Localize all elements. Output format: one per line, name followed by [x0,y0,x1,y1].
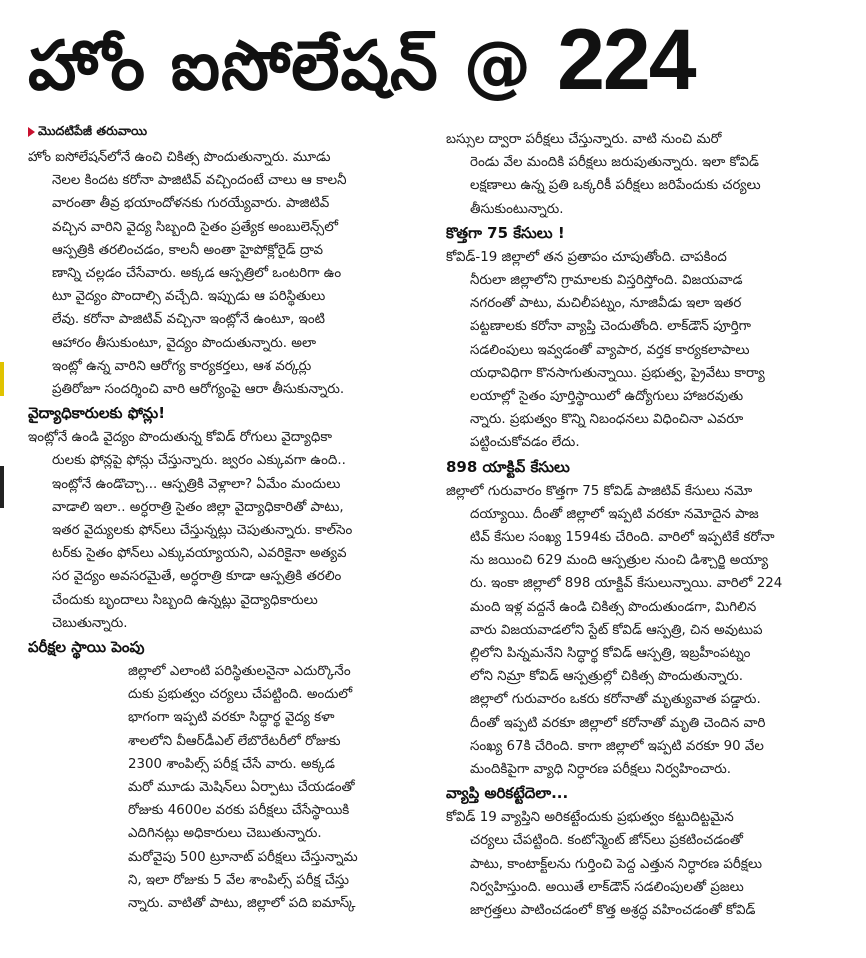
paragraph-bus-testing [446,128,866,221]
text-line: సడలింపులు ఇవ్వడంతో వ్యాపార, వర్తక కార్యకలాపాలు [470,342,750,358]
column-right [446,128,866,958]
text-line: నీరులా జిల్లాలోని గ్రామాలకు విస్తరిస్తోంది. విజయవాడ [470,273,743,289]
text-line: దయ్యాయి. దీంతో జిల్లాలో ఇప్పటి వరకూ నమోదైన పాజ [470,506,759,522]
text-line: తీసుకుంటున్నారు. [470,201,564,217]
text-line: జిల్లాలో గురువారం ఒకరు కరోనాతో మృత్యువాత పడ్డారు. [470,692,761,708]
text-line: రోజుకు 4600ల వరకు పరీక్షలు చేసేస్థాయికి [128,803,350,819]
subheading-active-cases: 898 యాక్టివ్ కేసులు [446,457,570,476]
text-line: జిల్లాలో గురువారం కొత్తగా 75 కోవిడ్ పాజిటివ్ కేసులు నమో [446,483,753,499]
text-line: పట్టణాలకు కరోనా వ్యాప్తి చెందుతోంది. లాక్‌డౌన్ పూర్తిగా [470,319,751,335]
text-line: మందికిపైగా వ్యాధి నిర్ధారణ పరీక్షలు నిర్వహించారు. [470,762,731,778]
text-line: కోవిడ్ 19 వ్యాప్తిని అరికట్టేందుకు ప్రభుత్వం కట్టుదిట్టమైన [446,810,734,826]
paragraph-phone-calls [28,426,448,635]
subheading-new-cases: కొత్తగా 75 కేసులు ! [446,223,565,242]
text-line: పాటు, కాంటాక్ట్‌లను గుర్తించి పెద్ద ఎత్తున నిర్ధారణ పరీక్షలు [470,856,762,872]
text-line: హోం ఐసోలేషన్‌లోనే ఉంచి చికిత్స పొందుతున్నారు. మూడు [28,150,331,165]
text-line: ఇంట్లో ఉన్న వారిని ఆరోగ్య కార్యకర్తలు, ఆశ వర్కర్లు [52,358,312,374]
paragraph-active-cases [446,480,866,782]
text-line: చెబుతున్నారు. [52,615,128,631]
text-line: లక్షణాలు ఉన్న ప్రతి ఒక్కరికీ పరీక్షలు జరిపేందుకు చర్యలు [470,178,761,194]
subheading-testing-capacity: పరీక్షల స్థాయి పెంపు [28,638,145,657]
text-line: లేవు. కరోనా పాజిటివ్ వచ్చినా ఇంట్లోనే ఉంటూ, ఇంటి [52,312,325,328]
text-line: జిల్లాలో ఎలాంటి పరిస్థితులనైనా ఎదుర్కొనేం [128,664,351,680]
text-line: సర వైద్యం అవసరమైతే, అర్ధరాత్రి కూడా ఆస్పత్రికి తరలిం [52,569,342,585]
text-line: జాగ్రత్తలు పాటించడంలో కొత్త అశ్రద్ధ వహించడంతో కోవిడ్ [470,903,756,919]
subheading-prevention: వ్యాప్తి అరికట్టేదెలా... [446,784,569,803]
continued-from-front-page: మొదటిపేజీ తరువాయి [28,120,448,146]
headline [28,10,848,110]
paragraph-new-cases [446,246,866,455]
headline-number: 224 [557,12,695,108]
text-line: లయాల్లో సైతం పూర్తిస్థాయిలో ఉద్యోగులు హాజరవుతు [470,389,744,405]
text-line: మరో మూడు మెషిన్‌లు ఏర్పాటు చేయడంతో [128,780,355,796]
text-line: దుకు ప్రభుత్వం చర్యలు చేపట్టింది. అందులో [128,687,353,703]
text-line: దీంతో ఇప్పటి వరకూ జిల్లాలో కరోనాతో మృతి చెందిన వారి [470,715,766,731]
text-line: కోవిడ్-19 జిల్లాలో తన ప్రతాపం చూపుతోంది. చాపకింద [446,249,727,265]
text-line: ప్రతిరోజూ సందర్శించి వారి ఆరోగ్యంపై ఆరా తీసుకున్నారు. [52,382,345,398]
text-line: లోని నిమ్రా కోవిడ్ ఆస్పత్రుల్లో చికిత్స పొందుతున్నారు. [470,669,744,685]
text-line: ఇతర వైద్యులకు ఫోన్‌లు చేస్తున్నట్లు చెపుతున్నారు. కాల్‌సెం [52,523,353,539]
text-line: బస్సుల ద్వారా పరీక్షలు చేస్తున్నారు. వాటి నుంచి మరో [446,132,722,147]
paragraph-prevention [446,806,866,922]
paragraph-intro [28,146,448,401]
text-line: ఆస్పత్రికి తరలించడం, కాలనీ అంతా హైపోక్లోరైడ్ ద్రావ [52,242,324,258]
text-line: న్నారు. ప్రభుత్వం కొన్ని నిబంధనలు విధించినా ఎవరూ [470,412,744,428]
text-line: ఇంట్లోనే ఉండి వైద్యం పొందుతున్న కోవిడ్ రోగులు వైద్యాధికా [28,430,332,446]
text-line: రులకు ఫోన్లపై ఫోన్లు చేస్తున్నారు. జ్వరం ఎక్కువగా ఉంది.. [52,453,346,469]
text-line: ఇంట్లోనే ఉండొచ్చా... ఆస్పత్రికి వెళ్లాలా? ఏమేం మందులు [52,476,341,492]
text-line: ణాన్ని చల్లడం చేసేవారు. అక్కడ ఆస్పత్రిలో ఒంటరిగా ఉం [52,266,342,282]
text-line: రెండు వేల మందికి పరీక్షలు జరుపుతున్నారు. ఇలా కోవిడ్ [470,155,759,171]
text-line: నిర్వహిస్తుంది. అయితే లాక్‌డౌన్ సడలింపులతో ప్రజలు [470,879,744,895]
text-line: భాగంగా ఇప్పటి వరకూ సిద్ధార్థ వైద్య కళా [128,710,335,726]
text-line: నెలల కిందట కరోనా పాజిటివ్ వచ్చిందంటే చాలు ఆ కాలనీ [52,173,347,189]
text-line: వారంతా తీవ్ర భయాందోళనకు గురయ్యేవారు. పాజిటివ్ [52,196,330,212]
text-line: శాలలోని వీఆర్‌డీఎల్ లేబొరేటరీలో రోజుకు [128,733,341,749]
paragraph-testing-capacity [28,660,448,915]
text-line: యధావిధిగా కొనసాగుతున్నాయి. ప్రభుత్వ, ప్రైవేటు కార్యా [470,365,765,381]
text-line: టూ వైద్యం పొందాల్సి వచ్చేది. ఇప్పుడు ఆ పరిస్థితులు [52,289,326,305]
text-line: పట్టించుకోవడం లేదు. [470,435,580,451]
dark-edge-mark [0,466,4,508]
text-line: ని, ఇలా రోజుకు 5 వేల శాంపిల్స్ పరీక్ష చేస్తు [128,872,349,888]
text-line: చేందుకు బృందాలు సిబ్బంది ఉన్నట్లు వైద్యాధికారులు [52,592,318,608]
yellow-edge-mark [0,362,4,396]
text-line: టర్‌కు సైతం ఫోన్‌లు ఎక్కువయ్యాయని, ఎవరికైనా అత్యవ [52,546,347,562]
text-line: వాడాలి ఇలా.. అర్ధరాత్రి సైతం జిల్లా వైద్యాధికారితో పాటు, [52,499,344,515]
text-line: రు. ఇంకా జిల్లాలో 898 యాక్టివ్ కేసులున్నాయి. వారిలో 224 [470,576,783,592]
text-line: ను జయించి 629 మంది ఆస్పత్రుల నుంచి డిశ్చార్జి అయ్యా [470,553,769,569]
text-line: నగరంతో పాటు, మచిలీపట్నం, నూజివీడు ఇలా ఇతర [470,296,742,312]
text-line: ఆహారం తీసుకుంటూ, వైద్యం పొందుతున్నారు. అలా [52,335,317,351]
subheading-phone-calls: వైద్యాధికారులకు ఫోన్లు! [28,404,166,423]
text-line: వచ్చిన వారిని వైద్య సిబ్బంది సైతం ప్రత్యేక అంబులెన్స్‌లో [52,219,338,235]
text-line: 2300 శాంపిల్స్ పరీక్ష చేసే వారు. అక్కడ [128,756,335,772]
column-left [28,120,448,958]
text-line: చర్యలు చేపట్టింది. కంటోన్మెంట్ జోన్‌లు ప్రకటించడంతో [470,833,743,849]
text-line: మరోవైపు 500 ట్రూనాట్ పరీక్షలు చేస్తున్నామ [128,849,358,865]
text-line: న్నారు. వాటితో పాటు, జిల్లాలో పది ఐమాస్క్ [128,896,356,912]
headline-text: హోం ఐసోలేషన్ @ [28,27,558,106]
text-line: వారు విజయవాడలోని స్టేట్ కోవిడ్ ఆస్పత్రి, చిన అవుటుప [470,622,763,638]
text-line: టివ్ కేసుల సంఖ్య 1594కు చేరింది. వారిలో ఇప్పటికే కరోనా [470,530,775,546]
text-line: ఎదిగినట్లు అధికారులు చెబుతున్నారు. [128,826,322,842]
text-line: మంది ఇళ్ల వద్దనే ఉండి చికిత్స పొందుతుండగా, మిగిలిన [470,599,757,615]
text-line: సంఖ్య 67కి చేరింది. కాగా జిల్లాలో ఇప్పటి వరకూ 90 వేల [470,738,764,754]
text-line: ల్లిలోని పిన్నమనేని సిద్ధార్థ కోవిడ్ ఆస్పత్రి, ఇబ్రహీంపట్నం [470,646,751,662]
